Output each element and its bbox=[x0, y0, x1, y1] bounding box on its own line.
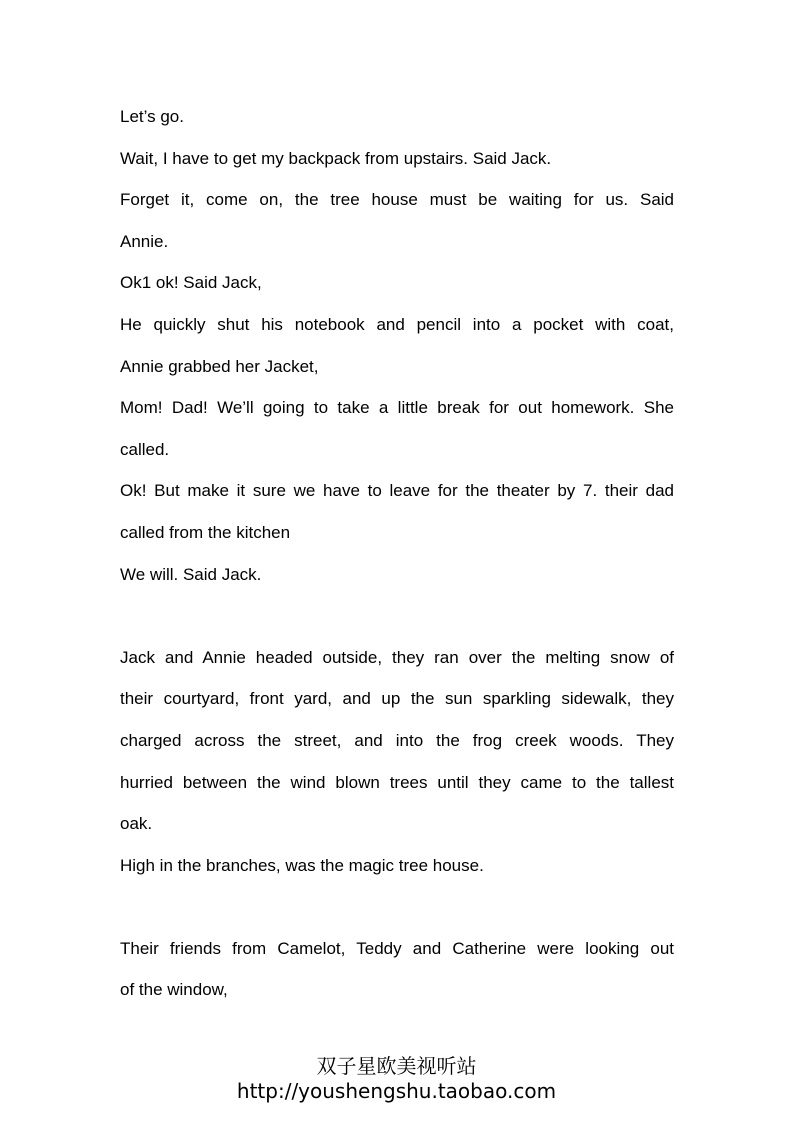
text-line: Jack and Annie headed outside, they ran over the melting snow of bbox=[120, 647, 674, 667]
paragraph-gap bbox=[120, 886, 674, 928]
text-line: Annie grabbed her Jacket, bbox=[120, 356, 319, 376]
text-line: Let’s go. bbox=[120, 107, 184, 126]
text-line: Ok! But make it sure we have to leave for the theater by 7. their dad bbox=[120, 481, 674, 501]
text-line: of the window, bbox=[120, 980, 228, 1000]
text-line: High in the branches, was the magic tree house. bbox=[120, 855, 484, 875]
text-line: Mom! Dad! We’ll going to take a little break for out homework. She bbox=[120, 398, 674, 418]
text-line: hurried between the wind blown trees until they came to the tallest bbox=[120, 772, 674, 792]
text-line: We will. Said Jack. bbox=[120, 564, 262, 584]
text-line: charged across the street, and into the frog creek woods. They bbox=[120, 730, 674, 750]
text-line: their courtyard, front yard, and up the sun sparkling sidewalk, they bbox=[120, 689, 674, 709]
text-line: Annie. bbox=[120, 231, 169, 251]
text-line: oak. bbox=[120, 814, 153, 834]
footer-shop-name: 双子星欧美视听站 bbox=[316, 1054, 477, 1078]
text-line: called. bbox=[120, 439, 170, 459]
paragraph-gap bbox=[120, 595, 674, 637]
text-line: Wait, I have to get my backpack from upstairs. Said Jack. bbox=[120, 148, 552, 168]
text-line: He quickly shut his notebook and pencil into a pocket with coat, bbox=[120, 314, 674, 334]
text-line: Forget it, come on, the tree house must be waiting for us. Said bbox=[120, 190, 674, 210]
text-line: called from the kitchen bbox=[120, 522, 291, 542]
story-text bbox=[120, 96, 674, 1011]
text-line: Ok1 ok! Said Jack, bbox=[120, 273, 262, 293]
footer-url[interactable]: http://youshengshu.taobao.com bbox=[236, 1079, 557, 1103]
text-line: Their friends from Camelot, Teddy and Catherine were looking out bbox=[120, 938, 674, 958]
